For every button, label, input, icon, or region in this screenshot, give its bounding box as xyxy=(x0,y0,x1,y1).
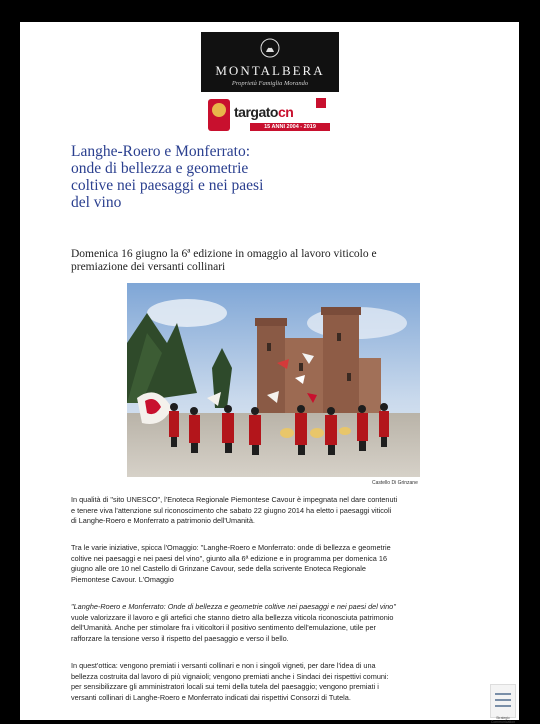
text-line: e tenere viva l'attenzione sul riconoscimento che sabato 22 giugno 2014 ha eletto i paesaggi viticoli xyxy=(71,505,392,515)
text-line: Tra le varie iniziative, spicca l'Omaggio: "Langhe-Roero e Monferrato: onde di bellezza e geometrie xyxy=(71,543,391,552)
photo-caption: Castello Di Grinzane xyxy=(372,480,418,486)
castle-photo xyxy=(127,283,420,477)
targatocn-badge-icon xyxy=(208,99,230,131)
title-line: onde di bellezza e geometrie xyxy=(71,160,249,177)
targatocn-years: 15 ANNI 2004 - 2019 xyxy=(250,123,330,131)
text-line: di Langhe-Roero e Monferrato a patrimonio dell'Umanità. xyxy=(71,516,255,525)
title-line: del vino xyxy=(71,194,122,211)
subtitle-line: Domenica 16 giugno la 6ª edizione in omaggio al lavoro viticolo e xyxy=(71,248,377,260)
text-line: giugno alle ore 10 nel Castello di Grinzane Cavour, sede della scrivente Enoteca Regionale xyxy=(71,564,366,573)
text-line: rafforzare la tensione verso il rispetto del paesaggio e verso il bello. xyxy=(71,633,289,643)
montalbera-tagline: Proprietà Famiglia Morando xyxy=(231,80,309,87)
subtitle-line: premiazione dei versanti collinari xyxy=(71,261,226,273)
montalbera-logo xyxy=(201,32,339,92)
text-line: In quest'ottica: vengono premiati i versanti collinari e non i singoli vigneti, per dare l'idea di una xyxy=(71,661,376,670)
gift-icon xyxy=(316,98,326,108)
montalbera-emblem-icon xyxy=(260,38,280,58)
title-line: Langhe-Roero e Monferrato: xyxy=(71,143,251,160)
text-line: bellezza costruita dal lavoro di più vignaioli; vengono premiati anche i Sindaci dei rispettivi comuni: xyxy=(71,671,389,681)
targatocn-wordmark: targatocn xyxy=(234,104,294,120)
strategic-communication-label: Strategic Communication xyxy=(490,716,516,724)
article-title xyxy=(71,143,371,211)
montalbera-name: MONTALBERA xyxy=(215,63,325,78)
text-line: coltive nei paesaggi e nei paesi del vino", giunto alla 6ª edizione e in programma per domenica 16 xyxy=(71,553,388,563)
text-line: In qualità di "sito UNESCO", l'Enoteca Regionale Piemontese Cavour è impegnata nel dare contenuti xyxy=(71,495,398,504)
text-line: Piemontese Cavour. L'Omaggio xyxy=(71,574,174,584)
strategic-communication-logo xyxy=(490,684,516,718)
text-line: dell'Umanità. Anche per stimolare fra i viticoltori il positivo sentimento dell'emulazione, utile per xyxy=(71,623,376,632)
document-page xyxy=(20,22,519,724)
article-subtitle xyxy=(71,248,471,274)
title-line: coltive nei paesaggi e nei paesi xyxy=(71,177,264,194)
italic-quote: "Langhe-Roero e Monferrato: Onde di bellezza e geometrie coltive nei paesaggi e nei paesi del vino" xyxy=(71,602,396,611)
text-line: vuole valorizzare il lavoro e gli artefici che stanno dietro alla bellezza viticola riconosciuta patrimonio xyxy=(71,612,394,622)
targatocn-logo xyxy=(206,96,334,133)
paragraph-4 xyxy=(71,661,481,703)
text-line: versanti collinari di Langhe-Roero e Monferrato indicati dai rispettivi Consorzi di Tutela. xyxy=(71,692,351,702)
text-line: per sensibilizzare gli amministratori locali sui temi della tutela del paesaggio; vengono premiati i xyxy=(71,682,379,691)
paragraph-2 xyxy=(71,543,481,585)
paragraph-1 xyxy=(71,495,481,527)
paragraph-3 xyxy=(71,602,481,644)
